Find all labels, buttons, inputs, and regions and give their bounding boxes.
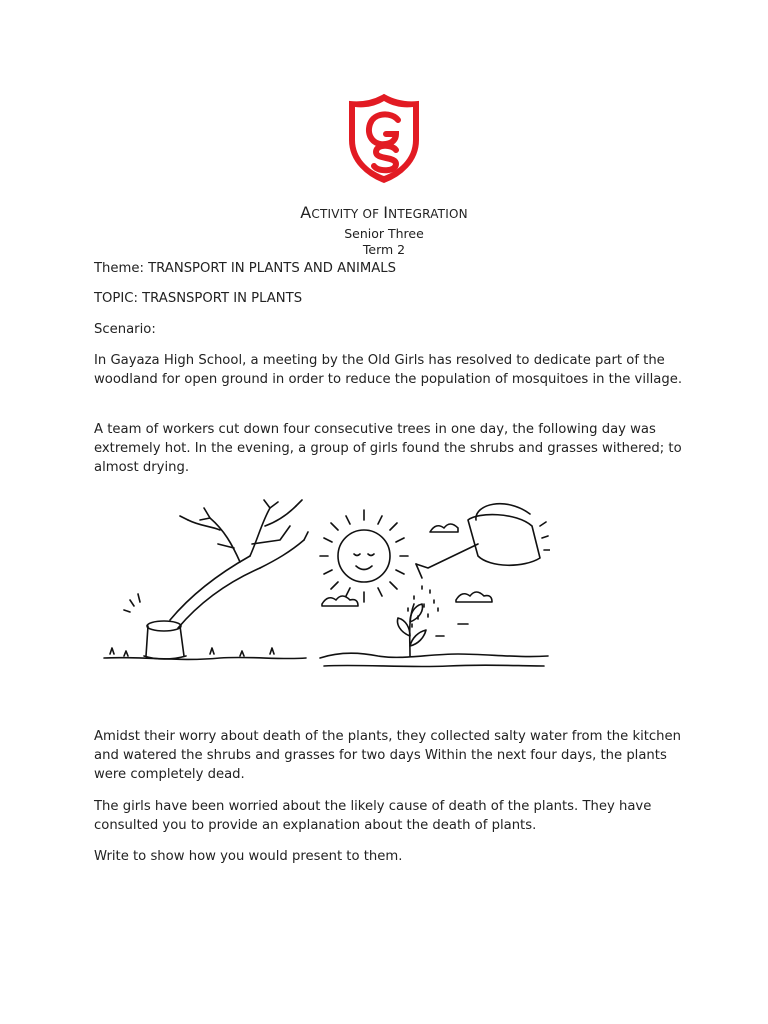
title-rest-1: CTIVITY OF [311,207,384,221]
class-level: Senior Three [344,226,424,241]
sun-watering-plant-illustration [318,496,550,676]
scenario-paragraph-1: In Gayaza High School, a meeting by the Old Girls has resolved to dedicate part of the woodland for open ground in order to reduce the population of mosquitoes in the village. [94,353,683,387]
title-initial-2: I [383,203,389,222]
term-label: Term 2 [362,242,406,257]
document-title [0,203,768,222]
crest-shield-icon [346,92,422,184]
task-instruction: Write to show how you would present to them. [94,849,403,864]
scenario-paragraph-4: The girls have been worried about the likely cause of death of the plants. They have consulted you to provide an explanation about the death of plants. [94,799,652,833]
sun-watering-can-icon [318,496,550,676]
school-crest-logo [346,92,422,184]
title-rest-2: NTEGRATION [388,207,468,221]
fallen-tree-illustration [100,496,310,676]
fallen-tree-icon [100,496,310,676]
scenario-label: Scenario: [94,322,156,337]
topic-line: TOPIC: TRASNSPORT IN PLANTS [94,291,303,306]
scenario-paragraph-3: Amidst their worry about death of the plants, they collected salty water from the kitchen and watered the shrubs and grasses for two days Within the next four days, the plants were completely dead. [94,729,681,782]
title-initial-1: A [300,203,312,222]
theme-line: Theme: TRANSPORT IN PLANTS AND ANIMALS [94,261,397,276]
scenario-paragraph-2: A team of workers cut down four consecutive trees in one day, the following day was extremely hot. In the evening, a group of girls found the shrubs and grasses withered; to almost drying. [94,422,682,475]
